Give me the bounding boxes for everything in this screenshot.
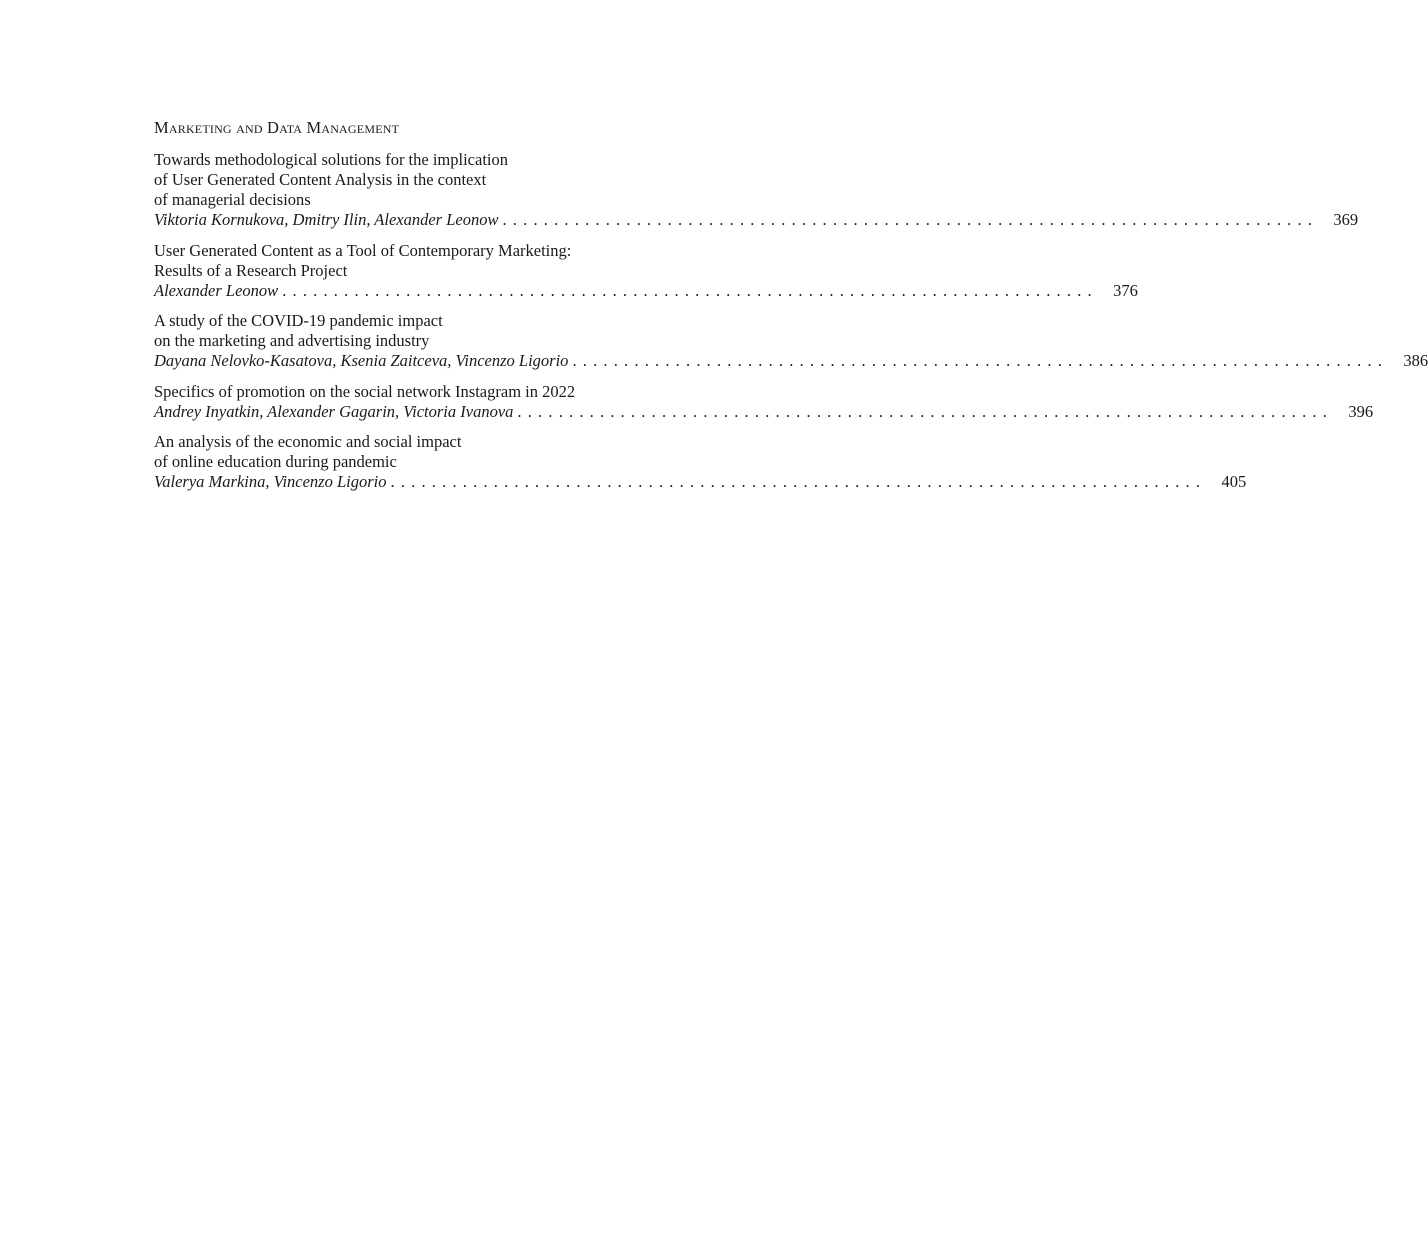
dot-leader: ............................................................................... [572,351,1389,370]
dot-leader: ............................................................................... [502,210,1319,229]
entry-title-line: An analysis of the economic and social impact [154,432,462,451]
entry-title-line: A study of the COVID-19 pandemic impact [154,311,443,330]
entry-authors: Viktoria Kornukova, Dmitry Ilin, Alexander Leonow [154,210,499,229]
dot-leader: ............................................................................... [390,472,1207,491]
entry-title-line: of managerial decisions [154,190,311,209]
entry-title-line: on the marketing and advertising industry [154,331,430,350]
dot-leader: ............................................................................... [282,280,1098,300]
entry-title-line: of online education during pandemic [154,452,397,471]
entry-title-line: Results of a Research Project [154,260,348,280]
entry-title-line: User Generated Content as a Tool of Contemporary Marketing: [154,240,572,260]
section-title: Marketing and Data Management [154,118,400,137]
entry-author-row [154,280,1138,301]
entry-authors: Andrey Inyatkin, Alexander Gagarin, Victoria Ivanova [154,401,514,421]
entry-authors: Dayana Nelovko-Kasatova, Ksenia Zaitceva, Vincenzo Ligorio [154,351,569,370]
entry-page-number: 369 [1333,210,1359,229]
entry-page-number: 386 [1403,351,1428,370]
entry-page-number: 396 [1348,401,1374,421]
toc-entry [154,311,1428,371]
entry-title-line: Specifics of promotion on the social network Instagram in 2022 [154,381,576,401]
entry-authors: Alexander Leonow [154,280,279,300]
entry-title-line: Towards methodological solutions for the implication [154,150,508,169]
entry-page-number: 376 [1113,280,1138,300]
entry-page-number: 405 [1221,472,1247,491]
entry-title-line: of User Generated Content Analysis in the context [154,170,487,189]
entry-authors: Valerya Markina, Vincenzo Ligorio [154,472,387,491]
table-of-contents [154,118,1428,503]
entry-author-row [154,210,1359,230]
entry-author-row [154,401,1374,422]
toc-entry [154,240,1138,301]
dot-leader: ............................................................................... [517,401,1334,421]
entry-author-row [154,472,1247,492]
toc-entry [154,150,1359,230]
entry-author-row [154,351,1428,371]
toc-entry [154,432,1247,492]
toc-entry [154,381,1374,422]
